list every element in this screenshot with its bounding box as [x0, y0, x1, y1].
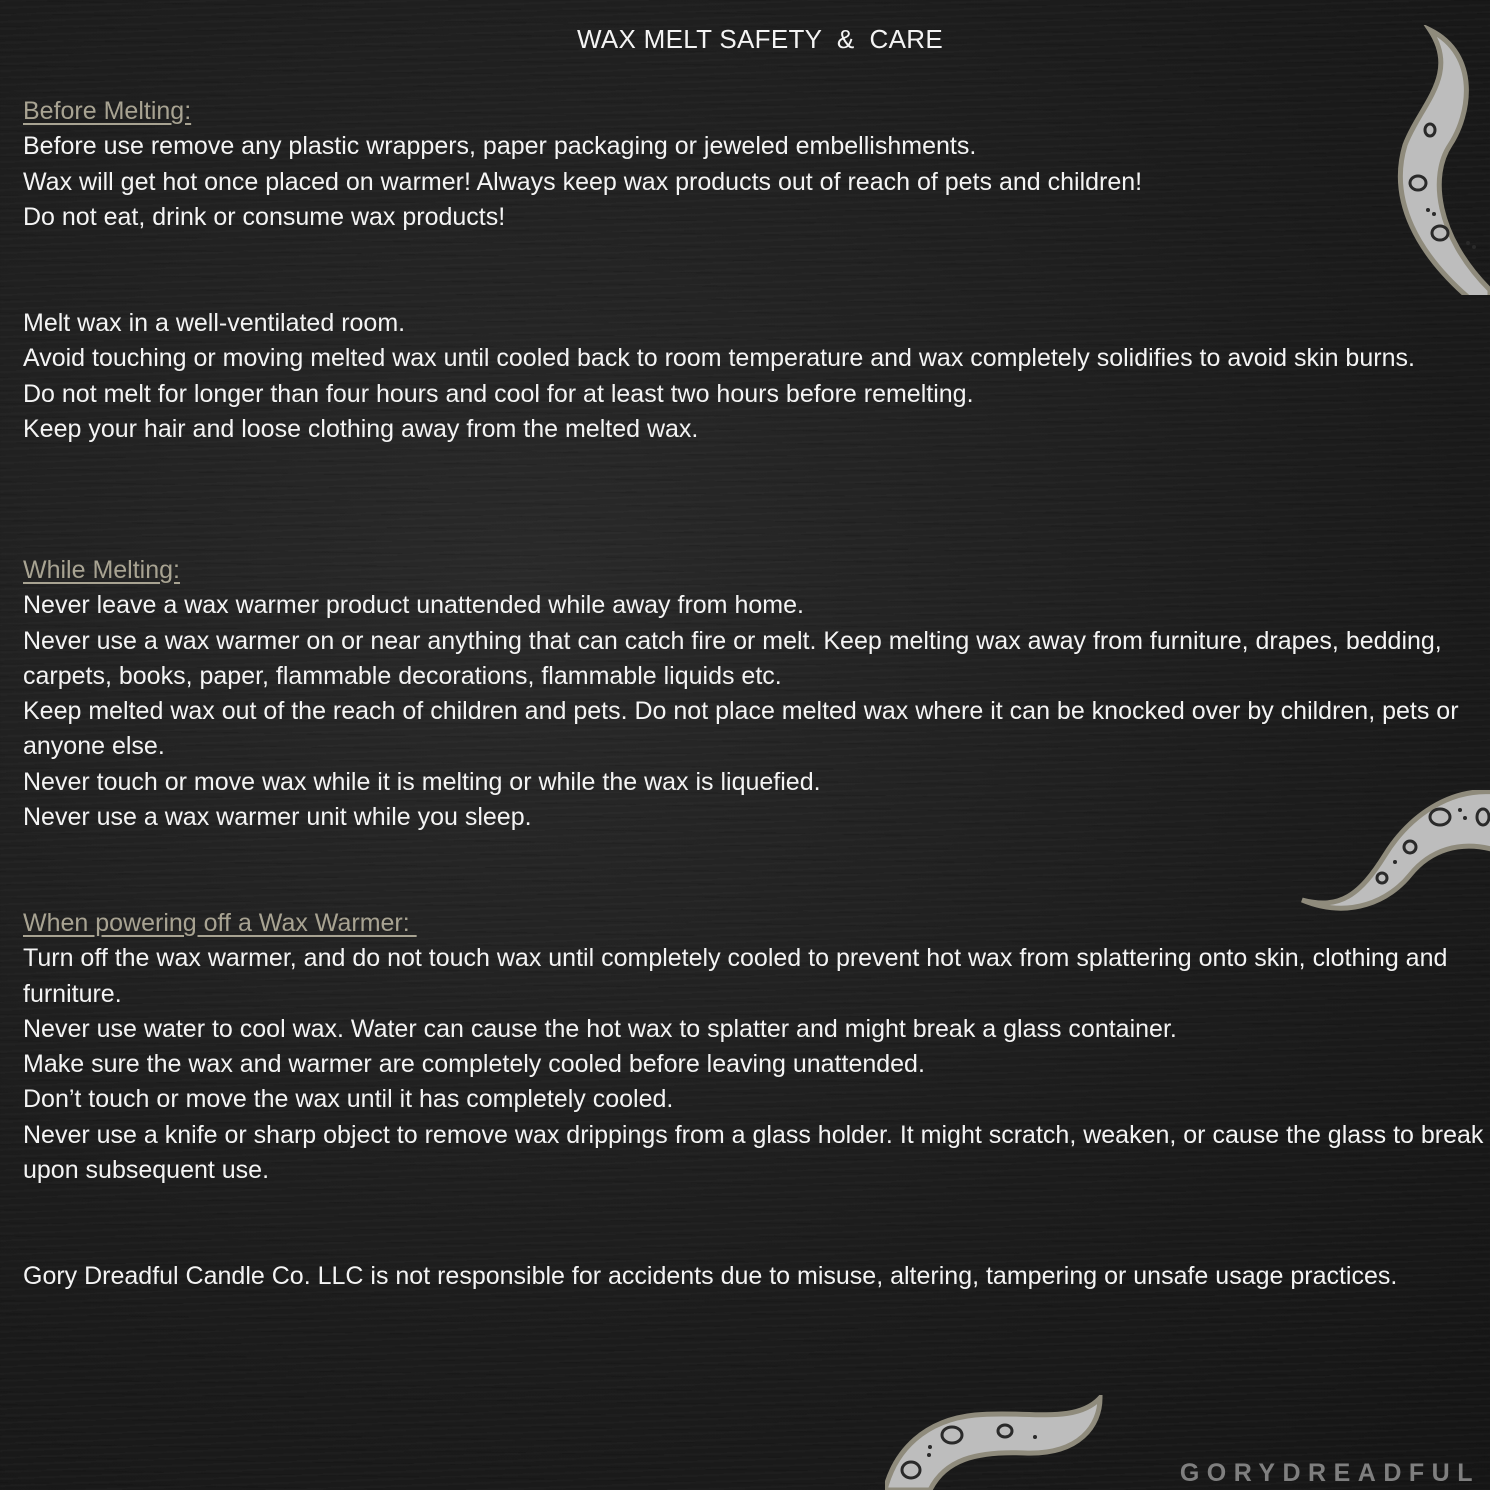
- instruction-line: Before use remove any plastic wrappers, paper packaging or jeweled embellishments.: [23, 132, 977, 161]
- disclaimer-text: Gory Dreadful Candle Co. LLC is not responsible for accidents due to misuse, altering, tampering or unsafe usage practices.: [23, 1262, 1398, 1290]
- tentacle-top-right-icon: [1390, 25, 1490, 295]
- instruction-line: Never touch or move wax while it is melting or while the wax is liquefied.: [23, 767, 821, 796]
- instruction-line: Do not eat, drink or consume wax products!: [23, 202, 506, 231]
- instruction-line: Don’t touch or move the wax until it has completely cooled.: [23, 1085, 674, 1114]
- section-heading-while-melting: While Melting:: [23, 556, 180, 584]
- page-title: WAX MELT SAFETY & CARE: [577, 24, 943, 54]
- instruction-line: Never use water to cool wax. Water can cause the hot wax to splatter and might break a glass container.: [23, 1014, 1177, 1043]
- instruction-line: Never use a knife or sharp object to remove wax drippings from a glass holder. It might scratch, weaken, or cause the glass to break upon subsequent use.: [23, 1120, 1484, 1185]
- section-heading-before-melting: Before Melting:: [23, 97, 192, 125]
- instruction-line: Never leave a wax warmer product unattended while away from home.: [23, 591, 804, 620]
- instruction-line: Never use a wax warmer on or near anything that can catch fire or melt. Keep melting wax away from furniture, drapes, bedding, carpets, books, paper, flammable decorations, flammable liquids etc.: [23, 626, 1442, 690]
- brand-logo: GORYDREADFUL: [1179, 1459, 1480, 1487]
- section-general-melting: [23, 306, 1485, 447]
- instruction-line: Never use a wax warmer unit while you sleep.: [23, 803, 532, 832]
- instruction-line: Make sure the wax and warmer are completely cooled before leaving unattended.: [23, 1050, 925, 1079]
- instruction-line: Keep your hair and loose clothing away from the melted wax.: [23, 414, 699, 443]
- tentacle-bottom-icon: [885, 1395, 1110, 1490]
- section-disclaimer: [23, 1259, 1485, 1294]
- instruction-line: Wax will get hot once placed on warmer! Always keep wax products out of reach of pets and children!: [23, 167, 1143, 196]
- instruction-line: Keep melted wax out of the reach of children and pets. Do not place melted wax where it can be knocked over by children, pets or anyone else.: [23, 697, 1459, 761]
- instruction-line: Do not melt for longer than four hours and cool for at least two hours before remelting.: [23, 379, 974, 408]
- section-heading-powering-off: When powering off a Wax Warmer:: [23, 909, 417, 937]
- section-powering-off: [23, 906, 1485, 1188]
- tentacle-middle-right-icon: [1300, 790, 1490, 915]
- section-while-melting: [23, 553, 1485, 835]
- instruction-line: Turn off the wax warmer, and do not touch wax until completely cooled to prevent hot wax from splattering onto skin, clothing and furniture.: [23, 944, 1448, 1008]
- instruction-line: Avoid touching or moving melted wax until cooled back to room temperature and wax completely solidifies to avoid skin burns.: [23, 344, 1415, 373]
- section-before-melting: [23, 94, 1485, 235]
- instruction-line: Melt wax in a well-ventilated room.: [23, 309, 406, 337]
